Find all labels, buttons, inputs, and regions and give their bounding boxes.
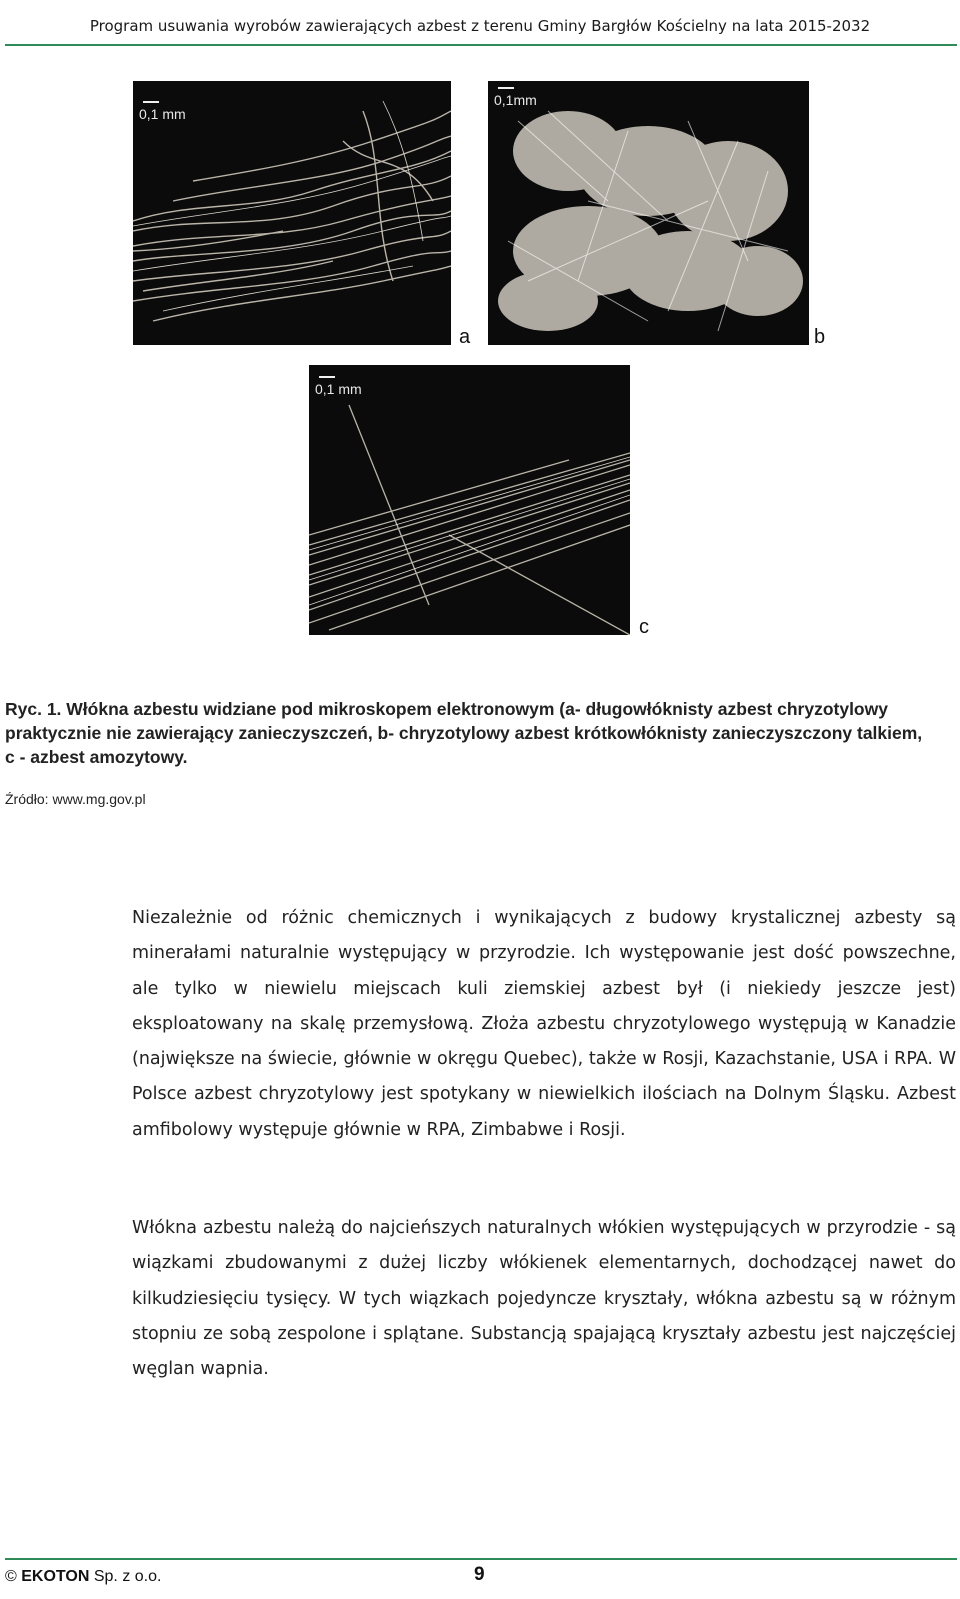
- panel-letter-a: a: [459, 326, 471, 348]
- company-name-bold: EKOTON: [21, 1568, 90, 1585]
- scale-bar-b: [498, 87, 514, 89]
- photo-panel-a: [133, 81, 451, 345]
- scale-bar-a: [143, 101, 159, 103]
- panel-letter-b: b: [814, 326, 826, 348]
- copyright-symbol: ©: [5, 1568, 17, 1585]
- document-header-title: Program usuwania wyrobów zawierających azbest z terenu Gminy Bargłów Kościelny na lata 2015-2032: [89, 17, 871, 35]
- footer-company: [5, 1568, 161, 1586]
- scale-label-b: 0,1mm: [494, 92, 537, 108]
- body-paragraph-2: Włókna azbestu należą do najcieńszych naturalnych włókien występujących w przyrodzie - są wiązkami zbudowanymi z dużej liczby włókienek elementarnych, dochodzącej nawet do kilkudziesięciu tysięcy. W tych wiązkach pojedyncze kryształy, włókna azbestu są w różnym stopniu ze sobą zespolone i splątane. Substancją spajającą kryształy azbestu jest najczęściej węglan wapnia.: [132, 1218, 956, 1380]
- fiber-image-c: [309, 365, 630, 635]
- scale-bar-c: [319, 376, 335, 378]
- page-number: 9: [474, 1564, 485, 1585]
- photo-panel-b: [488, 81, 809, 345]
- fiber-image-b: [488, 81, 809, 345]
- header-rule: [5, 44, 957, 46]
- company-name-rest: Sp. z o.o.: [89, 1568, 162, 1585]
- body-paragraph-1: Niezależnie od różnic chemicznych i wynikających z budowy krystalicznej azbesty są minerałami naturalnie występujący w przyrodzie. Ich występowanie jest dość powszechne, ale tylko w niewielu miejscach kuli ziemskiej azbest był (i niekiedy jeszcze jest) eksploatowany na skalę przemysłową. Złoża azbestu chryzotylowego występują w Kanadzie (największe na świecie, głównie w okręgu Quebec), także w Rosji, Kazachstanie, USA i RPA. W Polsce azbest chryzotylowy jest spotykany w niewielkich ilościach na Dolnym Śląsku. Azbest amfibolowy występuje głównie w RPA, Zimbabwe i Rosji.: [132, 908, 956, 1140]
- footer-rule: [5, 1558, 957, 1560]
- photo-panel-c: [309, 365, 630, 635]
- figure-source: Źródło: www.mg.gov.pl: [5, 791, 146, 807]
- panel-letter-c: c: [639, 616, 649, 638]
- scale-label-c: 0,1 mm: [315, 381, 362, 397]
- scale-label-a: 0,1 mm: [139, 106, 186, 122]
- figure-caption: Ryc. 1. Włókna azbestu widziane pod mikroskopem elektronowym (a- długowłóknisty azbest chryzotylowy praktycznie nie zawierający zanieczyszczeń, b- chryzotylowy azbest krótkowłóknisty zanieczyszczony talkiem, c - azbest amozytowy.: [5, 699, 923, 767]
